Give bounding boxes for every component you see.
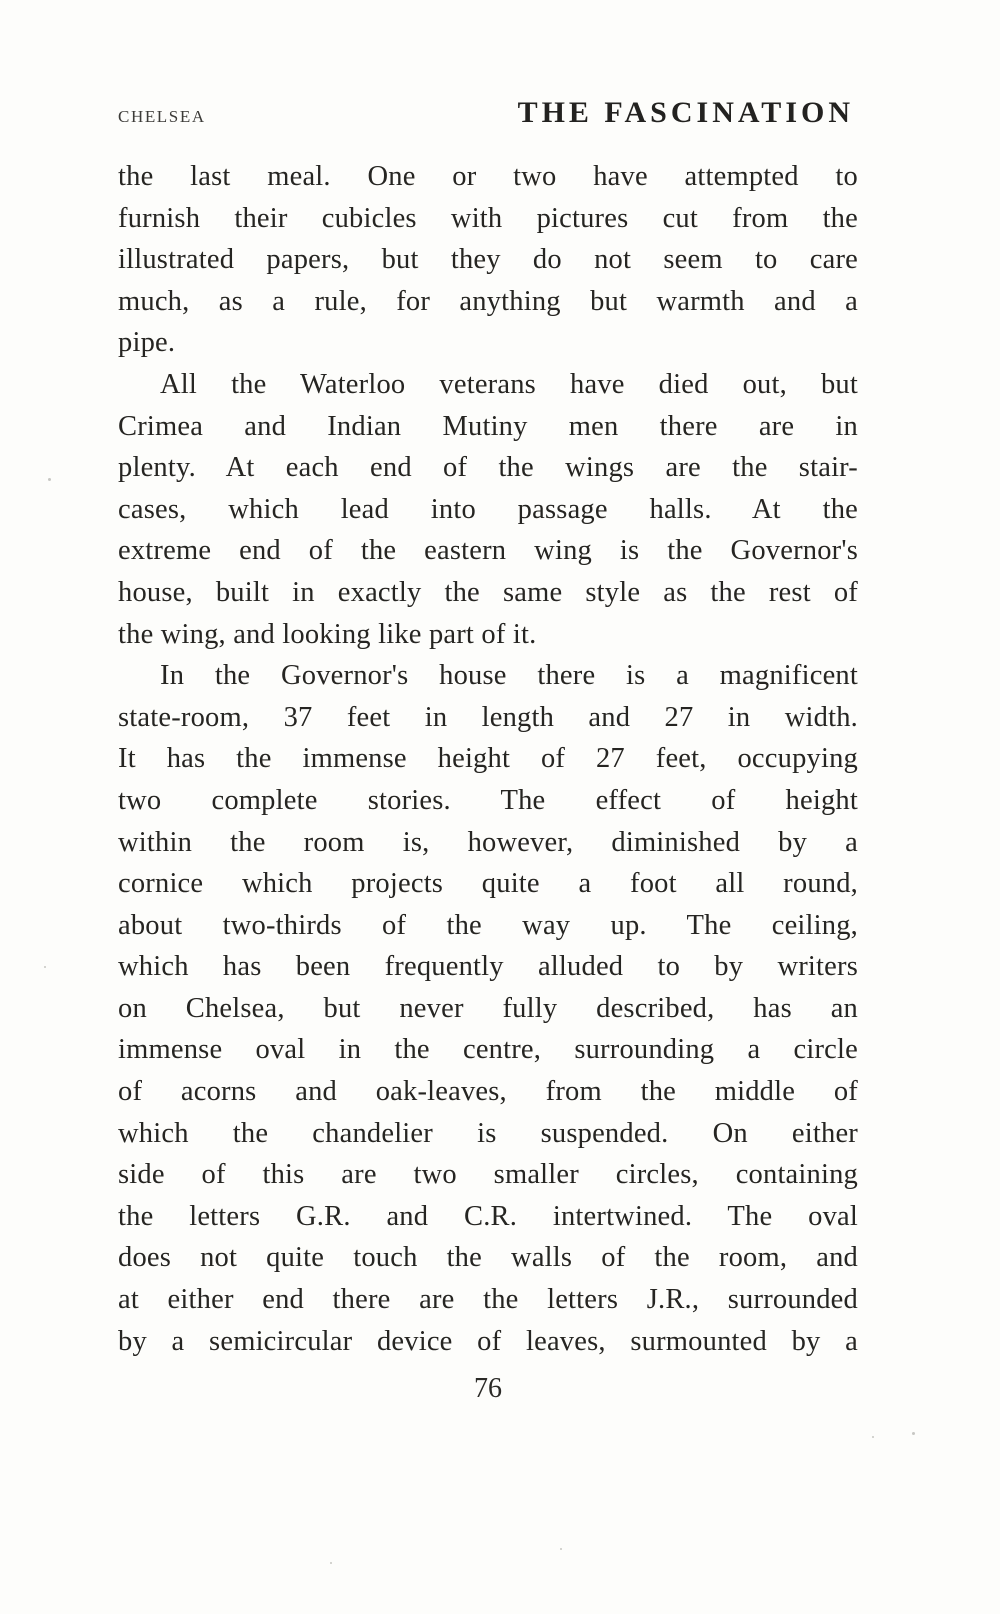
text-line: of acorns and oak-leaves, from the middle of	[118, 1076, 858, 1108]
text-line: about two-thirds of the way up. The ceiling,	[118, 909, 858, 941]
scan-speck	[912, 1432, 915, 1435]
text-line: All the Waterloo veterans have died out, but	[160, 368, 858, 400]
text-line: the last meal. One or two have attempted to	[118, 161, 858, 192]
text-line: within the room is, however, diminished by a	[118, 826, 858, 858]
text-line: much, as a rule, for anything but warmth and a	[118, 285, 858, 317]
text-line: the wing, and looking like part of it.	[118, 618, 537, 650]
text-line: state-room, 37 feet in length and 27 in width.	[118, 701, 858, 733]
text-line: on Chelsea, but never fully described, has an	[118, 992, 858, 1024]
text-line: at either end there are the letters J.R., surrounded	[118, 1284, 858, 1316]
text-line: pipe.	[118, 327, 176, 359]
scan-speck	[44, 966, 46, 968]
text-line: It has the immense height of 27 feet, occupying	[118, 743, 858, 775]
text-line: by a semicircular device of leaves, surmounted by a	[118, 1325, 858, 1357]
header-section-label: CHELSEA	[118, 107, 206, 126]
text-line: which the chandelier is suspended. On either	[118, 1117, 858, 1149]
scan-speck	[48, 478, 51, 481]
text-line: which has been frequently alluded to by writers	[118, 951, 858, 983]
text-line: illustrated papers, but they do not seem to care	[118, 244, 858, 276]
scan-speck	[872, 1436, 874, 1438]
text-line: does not quite touch the walls of the room, and	[118, 1242, 858, 1274]
text-line: cases, which lead into passage halls. At the	[118, 493, 858, 525]
body-text	[118, 156, 858, 1362]
text-line: extreme end of the eastern wing is the Governor's	[118, 535, 858, 567]
page-number: 76	[474, 1373, 502, 1405]
header-chapter-title: THE FASCINATION	[517, 96, 854, 129]
text-line: cornice which projects quite a foot all round,	[118, 868, 858, 900]
text-line: house, built in exactly the same style as the rest of	[118, 576, 858, 608]
text-line: immense oval in the centre, surrounding a circle	[118, 1034, 858, 1066]
text-line: furnish their cubicles with pictures cut from the	[118, 202, 858, 234]
scan-speck	[330, 1562, 332, 1564]
running-header	[118, 96, 854, 130]
text-line: two complete stories. The effect of height	[118, 784, 858, 816]
text-line: Crimea and Indian Mutiny men there are in	[118, 410, 858, 442]
text-line: the letters G.R. and C.R. intertwined. The oval	[118, 1200, 858, 1232]
text-line: side of this are two smaller circles, containing	[118, 1159, 858, 1191]
text-line: In the Governor's house there is a magnificent	[160, 660, 858, 692]
text-line: plenty. At each end of the wings are the stair-	[118, 452, 858, 484]
scan-speck	[560, 1548, 562, 1550]
